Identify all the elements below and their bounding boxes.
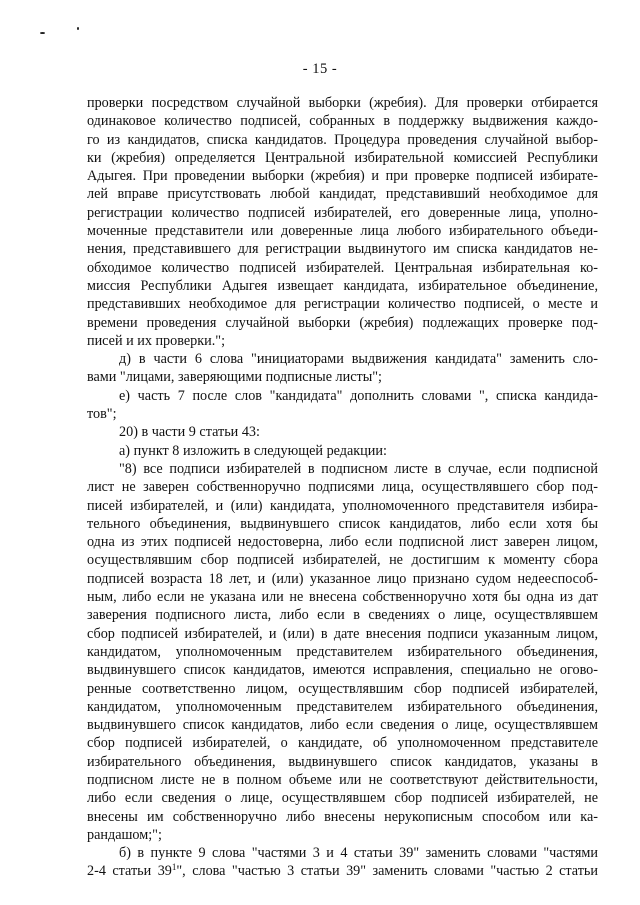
text-line: е) часть 7 после слов "кандидата" дополнить словами ", списка кандида- [119, 387, 598, 404]
final-line-text: 2-4 статьи 39 [87, 863, 172, 880]
text-line: тельного объединения, выдвинувшего список кандидатов, либо если хотя бы [87, 515, 598, 532]
text-line: подписей возраста 18 лет, и (или) указанное лицо признано судом недееспособ- [87, 570, 598, 587]
text-line: писей избирателей, и (или) кандидата, уполномоченного представителя избира- [87, 497, 598, 514]
text-line: лей вправе присутствовать любой кандидат, представивший необходимое для [87, 186, 598, 203]
text-line: 20) в части 9 статьи 43: [119, 424, 260, 441]
text-line: тов"; [87, 406, 117, 423]
text-line: б) в пункте 9 слова "частями 3 и 4 статьи 39" заменить словами "частями [119, 845, 598, 862]
text-line: избирательного объединения, выдвинувшего список кандидатов, указаны в [87, 753, 598, 770]
text-line: го из кандидатов, списка кандидатов. Процедура проведения случайной выбор- [87, 131, 598, 148]
text-line: кандидатом, уполномоченным представителем избирательного объединения, [87, 698, 598, 715]
text-line: одна из этих подписей недостоверна, либо если подписной лист заверен лицом, [87, 534, 598, 551]
text-line: выдвинувшего список кандидатов, имеются исправления, специально не огово- [87, 662, 598, 679]
text-line: писей и их проверки."; [87, 332, 226, 349]
text-line: д) в части 6 слова "инициаторами выдвижения кандидата" заменить сло- [119, 351, 598, 368]
text-line: заверения подписного листа, либо если в сведениях о лице, осуществлявшем [87, 607, 598, 624]
text-line: либо если сведения о лице, осуществлявшем сбор подписей избирателей, не [87, 790, 598, 807]
final-line [87, 862, 598, 880]
scan-speck [40, 32, 45, 34]
text-line: проверки посредством случайной выборки (жребия). Для проверки отбирается [87, 95, 598, 111]
text-line: внесены им собственноручно либо внесены нерукописным способом или ка- [87, 808, 598, 825]
text-line: Адыгея. При проведении выборки (жребия) и при проверке подписей избирате- [87, 168, 598, 185]
text-line: а) пункт 8 изложить в следующей редакции: [119, 442, 387, 459]
text-line: представивших необходимое для регистрации количество подписей, о месте и [87, 296, 598, 313]
text-line: моченные представители или доверенные лица любого избирательного объеди- [87, 223, 598, 240]
text-line: ным, либо если не указана или не внесена собственноручно хотя бы одна из дат [87, 589, 598, 606]
text-line: ки (жребия) определяется Центральной избирательной комиссией Республики [87, 149, 598, 166]
text-line: нения, представившего для регистрации выдвинутого им списка кандидатов не- [87, 241, 598, 258]
text-line: ренные соответственно лицом, осуществлявшим сбор подписей избирателей, [87, 680, 598, 697]
text-line: сбор подписей избирателей, и (или) в дате внесения подписи указанным лицом, [87, 625, 598, 642]
text-line: вами "лицами, заверяющими подписные листы"; [87, 369, 382, 386]
text-line: миссия Республики Адыгея извещает кандидата, избирательное объединение, [87, 277, 598, 294]
scan-speck [77, 27, 79, 30]
text-line: кандидатом, уполномоченным представителем избирательного объединения, [87, 643, 598, 660]
text-line: регистрации количество подписей избирателей, его доверенные лица, уполно- [87, 204, 598, 221]
body-text [87, 94, 598, 881]
superscript: 1 [171, 862, 177, 873]
text-line: подписном листе не в полном объеме или не соответствуют действительности, [87, 771, 598, 788]
text-line: сбор подписей избирателей, о кандидате, об уполномоченном представителе [87, 735, 598, 752]
text-line: лист не заверен собственноручно подписями лица, осуществлявшего сбор под- [87, 479, 598, 496]
text-line: времени проведения случайной выборки (жребия) подлежащих проверке под- [87, 314, 598, 331]
text-line: осуществлявшим сбор подписей избирателей, не достигшим к моменту сбора [87, 552, 598, 569]
final-line-tail: ", слова "частью 3 статьи 39" заменить словами "частью 2 статьи [176, 863, 598, 880]
text-line: обходимое количество подписей избирателей. Центральная избирательная ко- [87, 259, 598, 276]
text-line: рандашом;"; [87, 826, 162, 843]
page-number: - 15 - [302, 61, 338, 77]
text-line: "8) все подписи избирателей в подписном листе в случае, если подписной [119, 460, 598, 477]
text-line: выдвинувшего список кандидатов, либо если сведения о лице, осуществлявшем [87, 717, 598, 734]
text-line: одинаковое количество подписей, собранных в поддержку выдвижения каждо- [87, 113, 598, 130]
